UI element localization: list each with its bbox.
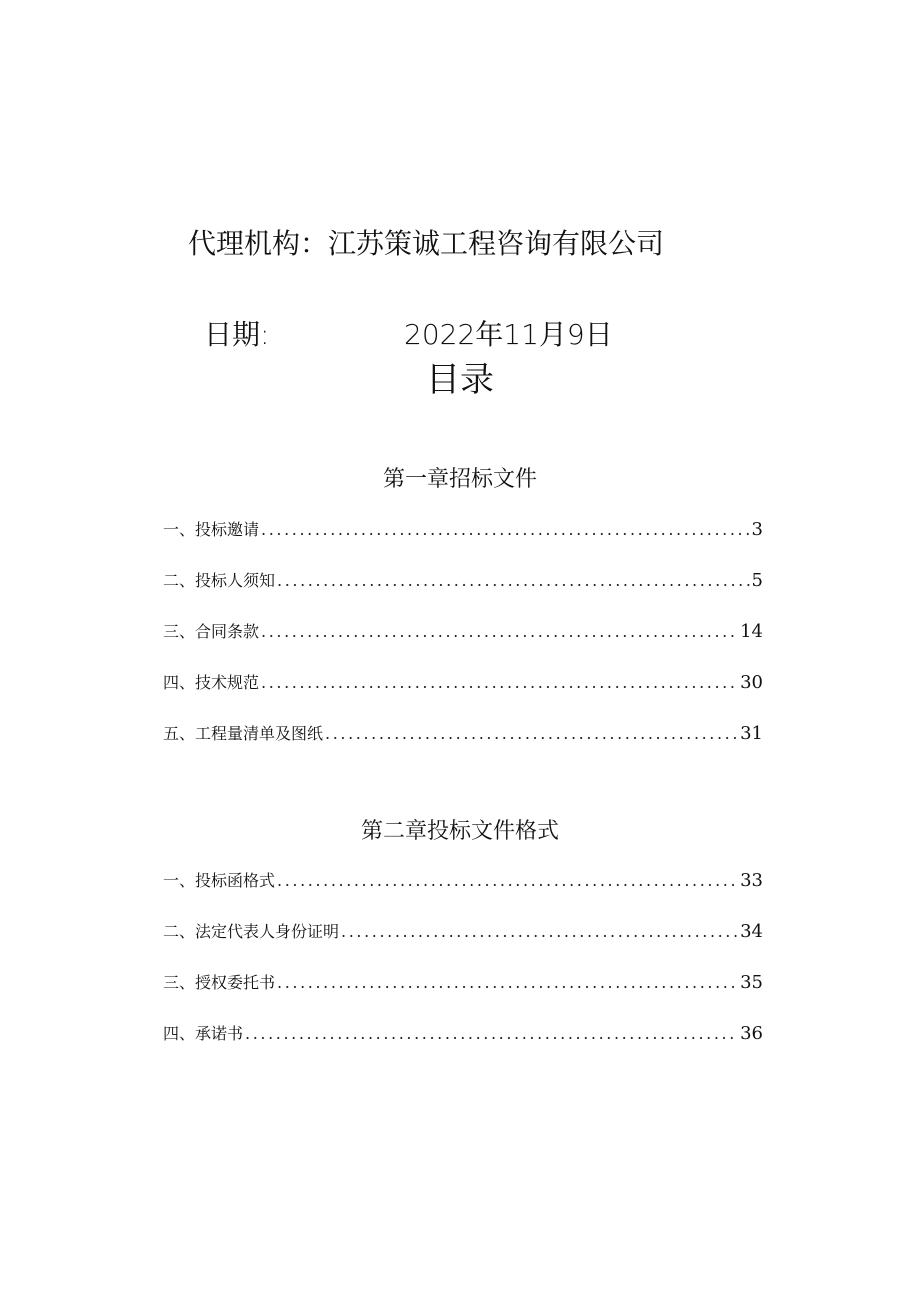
toc-entry[interactable] <box>163 517 763 568</box>
toc-entry-label: 五、工程量清单及图纸 <box>163 724 324 743</box>
toc-entry[interactable] <box>163 868 763 919</box>
dot-leader <box>261 520 750 539</box>
dot-leader <box>261 622 738 641</box>
toc-entry-page-number: 30 <box>740 672 763 693</box>
toc-entry-label: 三、合同条款 <box>163 622 260 641</box>
dot-leader <box>277 871 738 890</box>
toc-entry-label: 四、承诺书 <box>163 1024 244 1043</box>
toc-list-chapter-1 <box>163 517 763 772</box>
dot-leader <box>341 922 738 941</box>
dot-leader <box>261 673 738 692</box>
toc-entry-page-number: 3 <box>751 519 763 540</box>
toc-entry-label: 三、授权委托书 <box>163 973 276 992</box>
dot-leader <box>277 571 750 590</box>
toc-entry[interactable] <box>163 670 763 721</box>
dot-leader <box>277 973 738 992</box>
dot-leader <box>325 724 738 743</box>
toc-entry-page-number: 34 <box>740 921 763 942</box>
toc-entry-page-number: 36 <box>740 1023 763 1044</box>
toc-entry[interactable] <box>163 1021 763 1072</box>
toc-entry-label: 二、投标人须知 <box>163 571 276 590</box>
toc-entry-page-number: 35 <box>740 972 763 993</box>
toc-entry[interactable] <box>163 919 763 970</box>
toc-entry-page-number: 31 <box>740 723 763 744</box>
date-label: 日期: <box>204 318 270 351</box>
toc-entry-label: 一、投标邀请 <box>163 520 260 539</box>
chapter-heading: 第一章招标文件 <box>382 467 537 492</box>
toc-entry-label: 四、技术规范 <box>163 673 260 692</box>
toc-entry-label: 一、投标函格式 <box>163 871 276 890</box>
toc-entry-page-number: 14 <box>740 621 763 642</box>
toc-entry[interactable] <box>163 721 763 772</box>
dot-leader <box>245 1024 738 1043</box>
toc-entry-page-number: 5 <box>751 570 763 591</box>
chapter-heading: 第二章投标文件格式 <box>360 819 559 844</box>
date-value: 2022年11月9日 <box>404 318 613 351</box>
toc-list-chapter-2 <box>163 868 763 1072</box>
toc-entry[interactable] <box>163 619 763 670</box>
toc-entry[interactable] <box>163 970 763 1021</box>
toc-title: 目录 <box>426 360 494 400</box>
toc-entry-page-number: 33 <box>740 870 763 891</box>
toc-entry-label: 二、法定代表人身份证明 <box>163 922 340 941</box>
agency-line: 代理机构：江苏策诚工程咨询有限公司 <box>188 227 665 260</box>
toc-entry[interactable] <box>163 568 763 619</box>
